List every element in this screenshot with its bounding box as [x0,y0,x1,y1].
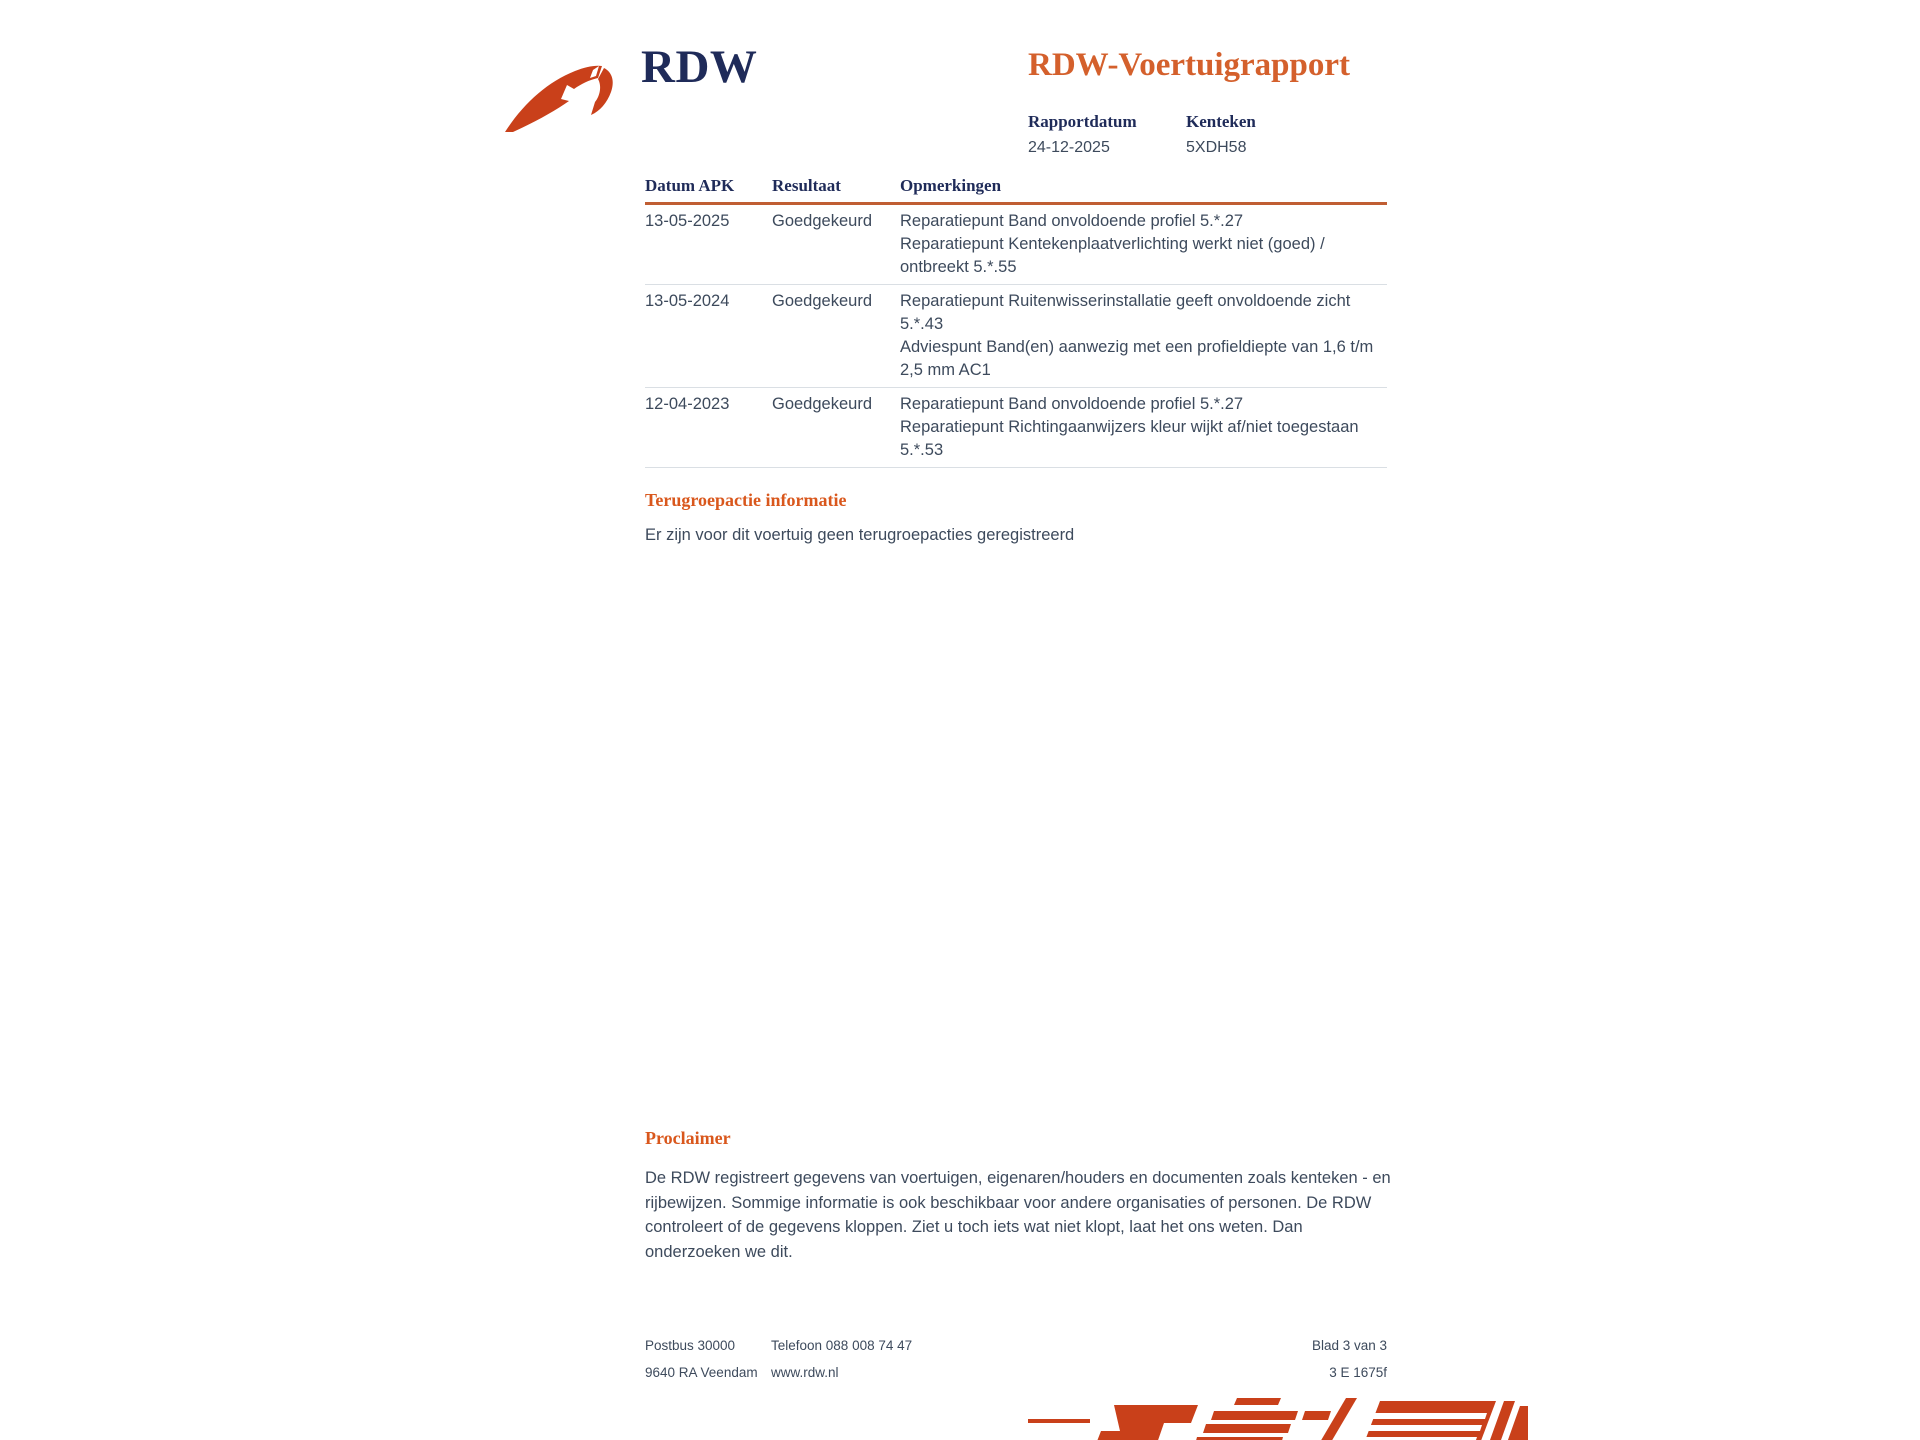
apk-date: 12-04-2023 [645,395,730,413]
report-meta [1028,112,1344,157]
proclaimer-heading: Proclaimer [645,1128,731,1148]
license-plate-block [1186,112,1344,157]
apk-result: Goedgekeurd [772,395,872,413]
remark-line: Reparatiepunt Richtingaanwijzers kleur wijkt af/niet toegestaan 5.*.53 [900,418,1359,459]
apk-date: 13-05-2025 [645,212,730,230]
page-indicator: Blad 3 van 3 [1311,1338,1387,1353]
recall-info-section [645,490,1387,547]
form-code: 3 E 1675f [1329,1365,1387,1380]
table-row [645,285,1387,388]
remark-line: Reparatiepunt Ruitenwisserinstallatie geeft onvoldoende zicht 5.*.43 [900,292,1351,333]
footer-phone: Telefoon 088 008 74 47 [771,1338,913,1353]
apk-remarks [900,393,1387,462]
footer-postbus: Postbus 30000 [645,1338,736,1353]
column-header-resultaat: Resultaat [772,176,841,195]
apk-date: 13-05-2024 [645,292,730,310]
remark-line: Adviespunt Band(en) aanwezig met een profieldiepte van 1,6 t/m 2,5 mm AC1 [900,338,1374,379]
remark-line: Reparatiepunt Band onvoldoende profiel 5.*.27 [900,395,1244,413]
recall-info-text: Er zijn voor dit voertuig geen terugroepacties geregistreerd [645,526,1075,544]
apk-history-table [645,176,1387,468]
apk-remarks [900,210,1387,279]
remark-line: Reparatiepunt Kentekenplaatverlichting werkt niet (goed) / ontbreekt 5.*.55 [900,235,1325,276]
proclaimer-section [645,1128,1393,1264]
apk-remarks [900,290,1387,382]
license-plate-value: 5XDH58 [1186,139,1247,156]
report-date-label: Rapportdatum [1028,112,1137,131]
rdw-logo-text: RDW [641,41,758,93]
column-header-datum-apk: Datum APK [645,176,735,195]
proclaimer-text: De RDW registreert gegevens van voertuigen, eigenaren/houders en documenten zoals kenteken - en rijbewijzen. Sommige informatie is ook beschikbaar voor andere organisaties of personen. De RDW controleert of de gegevens kloppen. Ziet u toch iets wat niet klopt, laat het ons weten. Dan onderzoeken we dit. [645,1169,1391,1261]
rdw-feather-logo-icon [503,58,627,136]
table-row [645,388,1387,468]
apk-result: Goedgekeurd [772,292,872,310]
rdw-stripes-graphic [1028,1392,1528,1440]
footer-website: www.rdw.nl [771,1365,839,1380]
license-plate-label: Kenteken [1186,112,1256,131]
table-row [645,205,1387,285]
report-date-value: 24-12-2025 [1028,139,1110,156]
column-header-opmerkingen: Opmerkingen [900,176,1002,195]
remark-line: Reparatiepunt Band onvoldoende profiel 5.*.27 [900,212,1244,230]
report-title: RDW-Voertuigrapport [1028,47,1351,83]
apk-result: Goedgekeurd [772,212,872,230]
table-header-row [645,176,1387,205]
recall-info-heading: Terugroepactie informatie [645,490,847,510]
report-date-block [1028,112,1186,157]
footer-city: 9640 RA Veendam [645,1365,758,1380]
